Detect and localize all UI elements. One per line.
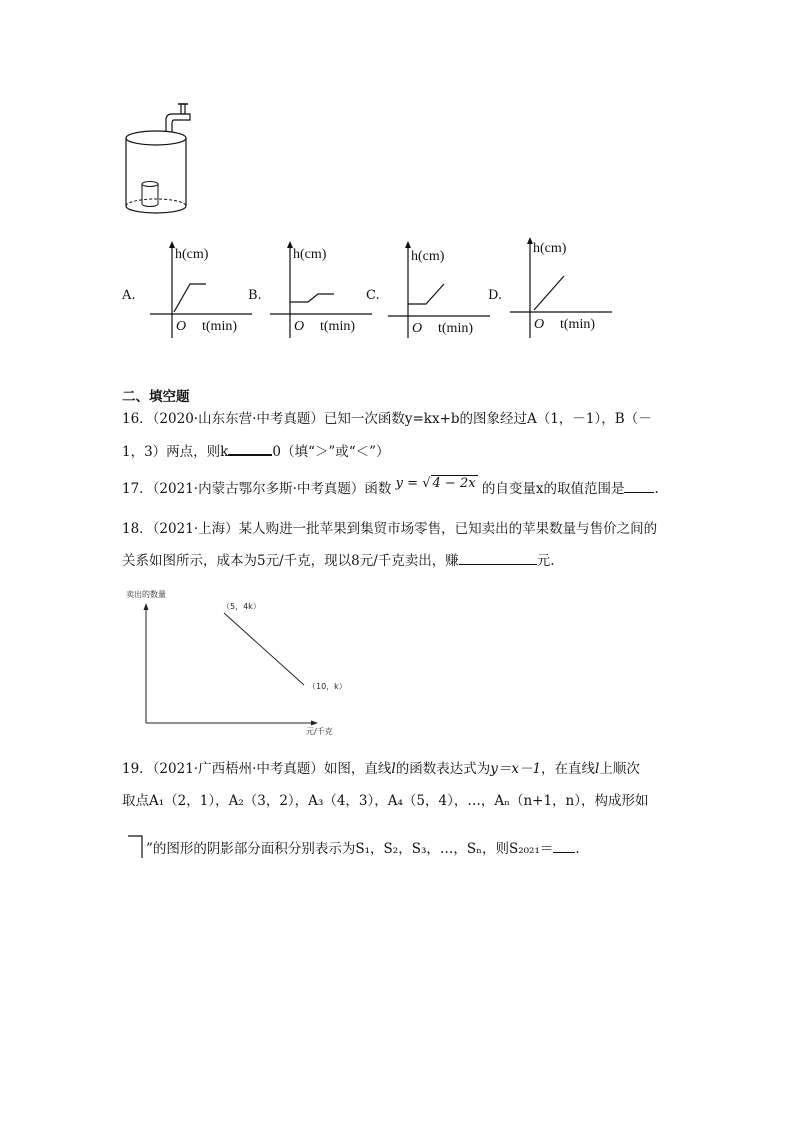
q17-formula-eq: = (407, 476, 419, 491)
q19-line3-end: . (575, 841, 580, 857)
q17-post: 的自变量x的取值范围是 (481, 481, 625, 497)
graph-a (148, 238, 256, 342)
q18-line2 (122, 550, 555, 572)
q19-line2: 取点A₁（2，1），A₂（3，2），A₃（4，3），A₄（5，4），…，Aₙ（n+1，n），构成形如 (122, 793, 649, 809)
graph-c (386, 238, 494, 342)
container-illustration (118, 98, 208, 218)
q18-line2-end: 元. (536, 553, 555, 569)
point-label-5-4k: （5，4k） (222, 602, 261, 611)
q16-line2-pre: 1，3）两点，则k (122, 444, 229, 460)
q18-line2-text: 关系如图所示，成本为5元/千克，现以8元/千克卖出，赚 (122, 553, 459, 569)
origin-label: O (534, 317, 545, 332)
q17-formula (396, 473, 478, 495)
q17-answer-blank[interactable] (624, 478, 654, 493)
q17-formula-y: y (395, 476, 404, 491)
q19-l-2: l (595, 761, 600, 777)
q19-line1-mid: 的函数表达式为 (395, 761, 491, 777)
q19-expr: y＝x－1 (490, 761, 542, 777)
q18-line1: 18．（2021·上海）某人购进一批苹果到集贸市场零售，已知卖出的苹果数量与售价之间的 (122, 521, 658, 537)
q17-end: . (654, 481, 659, 497)
graph-b (268, 238, 376, 342)
q16-answer-blank[interactable] (228, 440, 272, 456)
q16-line2 (122, 440, 390, 463)
q19-l-1: l (391, 761, 396, 777)
graph-d (508, 234, 616, 342)
q19-line3-text: ”的图形的阴影部分面积分别表示为S₁，S₂，S₃，…，Sₙ，则S₂₀₂₁＝ (146, 841, 554, 857)
origin-label: O (176, 319, 187, 334)
chart-xlabel: 元/千克 (306, 727, 333, 735)
sqrt-icon: √ (422, 476, 431, 491)
option-b-label: B. (248, 288, 262, 303)
option-c-label: C. (366, 288, 380, 303)
chart-ylabel: 卖出的数量 (126, 590, 166, 599)
t-axis-label: t(min) (438, 321, 473, 336)
origin-label: O (294, 319, 305, 334)
q19-line1-mid2: ，在直线 (541, 761, 596, 777)
q18-chart (118, 585, 358, 735)
q19-line1-post: 上顺次 (599, 761, 640, 777)
q19-line1-pre: 19．（2021·广西梧州·中考真题）如图，直线 (122, 761, 392, 777)
q19-line3 (146, 838, 580, 860)
h-axis-label: h(cm) (533, 241, 567, 256)
t-axis-label: t(min) (202, 319, 237, 334)
q19-answer-blank[interactable] (553, 838, 575, 853)
q18-answer-blank[interactable] (459, 550, 537, 565)
option-a-label: A. (122, 288, 136, 303)
q19-line1 (122, 758, 640, 780)
origin-label: O (412, 321, 423, 336)
option-d-label: D. (488, 288, 503, 303)
q17-formula-radicand: 4 − 2x (432, 476, 476, 491)
q16-line1: 16．（2020·山东东营·中考真题）已知一次函数y=kx+b的图象经过A（1，－1），B（－ (122, 411, 652, 427)
series-line (224, 613, 304, 685)
shape-icon (126, 832, 146, 860)
q16-line2-post: 0（填“＞”或“＜”） (272, 444, 390, 460)
q17-pre: 17．（2021·内蒙古鄂尔多斯·中考真题）函数 (122, 481, 392, 497)
section-heading: 二、填空题 (122, 389, 190, 405)
t-axis-label: t(min) (560, 317, 595, 332)
h-axis-label: h(cm) (411, 249, 445, 264)
q17-line (122, 478, 659, 501)
point-label-10-k: （10，k） (308, 682, 347, 691)
h-axis-label: h(cm) (175, 247, 209, 262)
h-axis-label: h(cm) (293, 247, 327, 262)
t-axis-label: t(min) (320, 319, 355, 334)
